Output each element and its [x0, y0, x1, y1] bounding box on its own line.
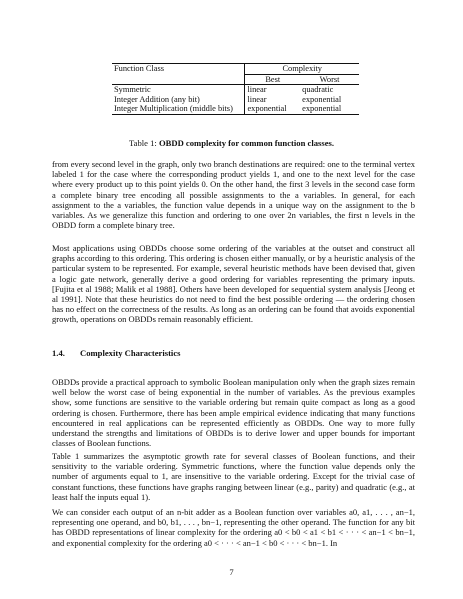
- table-header-complexity: Complexity: [245, 64, 359, 75]
- table-caption: [0, 138, 463, 148]
- table-header-best: Best: [245, 74, 300, 85]
- paragraph-3: OBDDs provide a practical approach to symbolic Boolean manipulation only when the graph sizes remain well below the worst case of being exponential in the number of variables. As the previous examples show, some functions are sensitive to the variable ordering but remain quite compact as long as a good ordering is chosen. Furthermore, there has been ample empirical evidence indicating that many functions encountered in real applications can be represented efficiently as OBDDs. One way to more fully understand the strengths and limitations of OBDDs is to derive lower and upper bounds for important classes of Boolean functions.: [52, 377, 415, 449]
- paragraph-2: Most applications using OBDDs choose some ordering of the variables at the outset and construct all graphs according to this ordering. This ordering is chosen either manually, or by a heuristic analysis of the particular system to be represented. For example, several heuristic methods have been devised that, given a logic gate network, generally derive a good ordering for variables representing the primary inputs. [Fujita et al 1988; Malik et al 1988]. Others have been developed for sequential system analysis [Jeong et al 1991]. Note that these heuristics do not need to find the best possible ordering — the ordering chosen has no effect on the correctness of the results. As long as an ordering can be found that avoids exponential growth, operations on OBDDs remain reasonably efficient.: [52, 243, 415, 325]
- table-cell-best: exponential: [245, 104, 300, 114]
- table-cell-best: linear: [245, 85, 300, 95]
- complexity-table: [112, 63, 359, 115]
- table-row: [112, 104, 359, 114]
- table-caption-label: Table 1:: [129, 138, 157, 148]
- paragraph-5: We can consider each output of an n-bit adder as a Boolean function over variables a0, a1, . . . , an−1, representing one operand, and b0, b1, . . . , bn−1, representing the other operand. The function for any bit has OBDD representations of linear complexity for the ordering a0 < b0 < a1 < b1 < · · · < an−1 < bn−1, and exponential complexity for the ordering a0 < · · · < an−1 < b0 < · · · < bn−1. In: [52, 507, 415, 548]
- table-header-function-class: Function Class: [112, 64, 245, 75]
- table-cell-worst: exponential: [302, 94, 342, 104]
- table-caption-text: OBDD complexity for common function classes.: [158, 138, 334, 148]
- section-heading: [52, 348, 180, 358]
- page-number: 7: [229, 567, 234, 577]
- table-row: [112, 85, 359, 95]
- table-cell-name: Integer Multiplication (middle bits): [112, 104, 245, 114]
- table-cell-name: Symmetric: [112, 85, 245, 95]
- table-cell-worst: quadratic: [300, 85, 359, 95]
- table-cell-worst: exponential: [300, 104, 359, 114]
- paragraph-4: Table 1 summarizes the asymptotic growth rate for several classes of Boolean functions, and their sensitivity to the variable ordering. Symmetric functions, where the function value depends only the number of arguments equal to 1, are insensitive to the variable ordering. Except for the trivial case of constant functions, these functions have graphs ranging between linear (e.g., parity) and quadratic (e.g., at least half the inputs equal 1).: [52, 451, 415, 502]
- paragraph-1: from every second level in the graph, only two branch destinations are required: one to the terminal vertex labeled 1 for the case where the corresponding product yields 1, and one to the next level for the case where every product up to this point yields 0. On the other hand, the first 3 levels in the second case form a complete binary tree encoding all possible assignments to the a variables. In general, for each assignment to the a variables, the function value depends in a unique way on the assignment to the b variables. As we generalize this function and ordering to one over 2n variables, the first n levels in the OBDD form a complete binary tree.: [52, 159, 415, 231]
- section-title: Complexity Characteristics: [80, 348, 181, 358]
- section-number: 1.4.: [52, 348, 65, 358]
- table-header-worst: Worst: [300, 74, 359, 85]
- table-row: [112, 95, 359, 105]
- table-cell-name: Integer Addition (any bit): [112, 95, 245, 105]
- table-cell-best: linear: [247, 94, 267, 104]
